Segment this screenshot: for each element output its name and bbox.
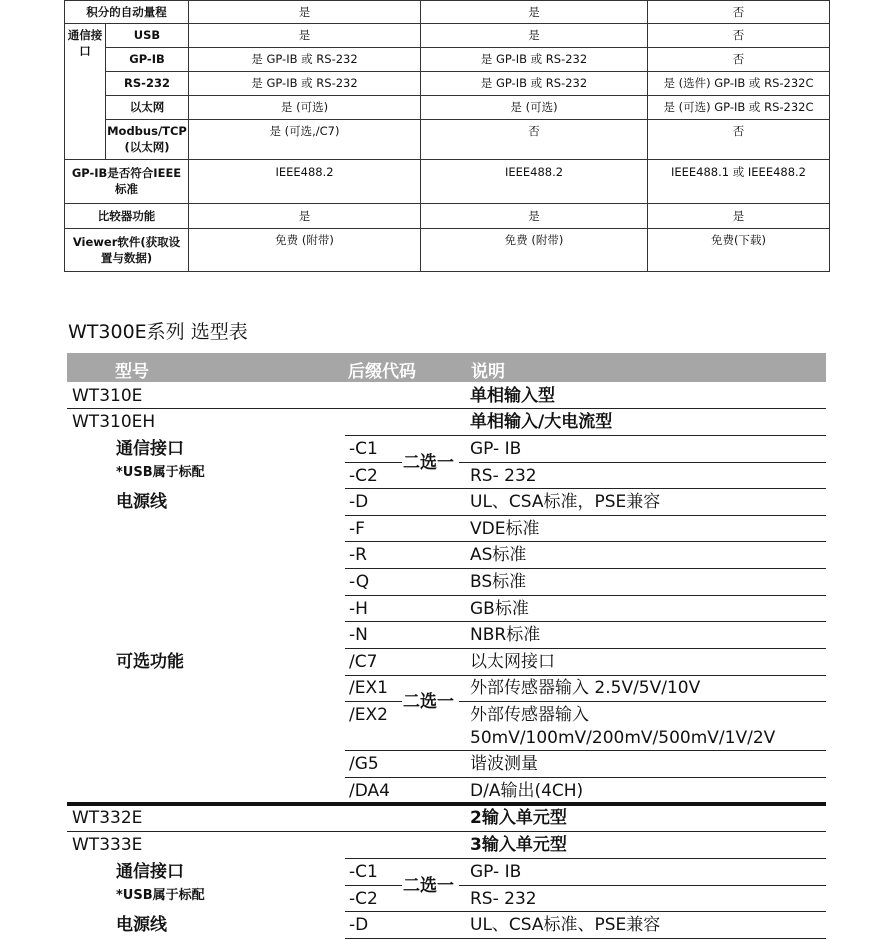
spec-cell: 是 <box>528 28 540 42</box>
desc-wt310e: 单相输入型 <box>470 386 555 406</box>
spec-cell: 免费 (附带) <box>504 233 564 247</box>
spec-cell: 是 (可选,/C7) <box>269 124 340 138</box>
header-model: 型号 <box>115 362 149 382</box>
power-label: 电源线 <box>116 492 167 512</box>
spec-cell: 是 GP-IB 或 RS-232 <box>480 76 588 90</box>
spec-cell: 是 <box>298 208 311 223</box>
spec-cell: 否 <box>732 4 745 19</box>
desc-wt310eh: 单相输入/大电流型 <box>470 412 613 432</box>
desc-c7: 以太网接口 <box>470 652 555 672</box>
options-label: 可选功能 <box>116 652 184 672</box>
power2-label: 电源线 <box>116 915 167 935</box>
spec-label-viewer: Viewer软件(获取设 置与数据) <box>72 234 181 265</box>
guide-header <box>67 353 826 382</box>
desc-ex1: 外部传感器输入 2.5V/5V/10V <box>470 678 701 698</box>
desc-g5: 谐波测量 <box>470 754 538 774</box>
code-ex1: /EX1 <box>349 678 388 698</box>
code-n: -N <box>349 625 368 645</box>
spec-cell: 是 <box>732 208 745 223</box>
spec-cell: 是 <box>298 4 311 19</box>
spec-cell: 是 <box>528 4 540 19</box>
spec-cell: IEEE488.1 或 IEEE488.2 <box>670 165 807 179</box>
desc-r: AS标准 <box>470 545 527 565</box>
header-desc: 说明 <box>471 362 505 382</box>
spec-label-usb: USB <box>133 28 161 42</box>
desc-q: BS标准 <box>470 572 527 592</box>
comm-note: *USB属于标配 <box>116 465 205 480</box>
code-ex2: /EX2 <box>349 705 388 725</box>
desc-f: VDE标准 <box>470 519 540 539</box>
desc-ex2: 外部传感器输入 <box>470 705 589 725</box>
spec-cell: 是 (可选) <box>510 100 558 114</box>
code-c1-2: -C1 <box>349 862 378 882</box>
desc-wt333e: 3输入单元型 <box>470 835 567 855</box>
code-c2: -C2 <box>349 466 378 486</box>
spec-cell: IEEE488.2 <box>275 165 334 179</box>
desc-c2-2: RS- 232 <box>470 889 537 909</box>
comm-label: 通信接口 <box>116 439 184 459</box>
spec-cell: 否 <box>732 28 745 42</box>
desc-ex2-line2: 50mV/100mV/200mV/500mV/1V/2V <box>470 728 776 748</box>
code-d-2: -D <box>349 915 369 935</box>
spec-cell: 否 <box>732 52 745 66</box>
spec-cell: 是 GP-IB 或 RS-232 <box>480 52 588 66</box>
code-c1: -C1 <box>349 439 378 459</box>
code-g5: /G5 <box>349 754 379 774</box>
code-c7: /C7 <box>349 652 378 672</box>
code-h: -H <box>349 599 368 619</box>
spec-cell: IEEE488.2 <box>504 165 564 179</box>
spec-table <box>64 0 830 272</box>
desc-h: GB标准 <box>470 599 529 619</box>
spec-label-gpib: GP-IB <box>129 52 165 66</box>
spec-cell: 是 (选件) GP-IB 或 RS-232C <box>663 76 814 90</box>
desc-da4: D/A输出(4CH) <box>470 781 584 801</box>
desc-c1: GP- IB <box>470 439 522 459</box>
spec-label-modbus: Modbus/TCP (以太网) <box>107 124 187 154</box>
code-d: -D <box>349 492 369 512</box>
comm2-note: *USB属于标配 <box>116 888 205 903</box>
code-q: -Q <box>349 572 370 592</box>
code-r: -R <box>349 545 367 565</box>
choose-comm2: 二选一 <box>403 876 454 896</box>
spec-label-rs232: RS-232 <box>124 76 170 90</box>
guide-title: WT300E系列 选型表 <box>68 321 248 343</box>
spec-cell: 是 <box>298 28 311 42</box>
spec-cell: 是 GP-IB 或 RS-232 <box>251 76 358 90</box>
model-wt310eh: WT310EH <box>72 412 156 432</box>
spec-group-comm: 通信接口 <box>67 28 103 58</box>
choose-comm: 二选一 <box>403 453 454 473</box>
model-wt332e: WT332E <box>72 808 143 828</box>
model-wt310e: WT310E <box>72 386 143 406</box>
code-c2-2: -C2 <box>349 889 378 909</box>
desc-n: NBR标准 <box>470 625 541 645</box>
desc-d: UL、CSA标准，PSE兼容 <box>470 492 661 512</box>
spec-cell: 否 <box>528 124 540 138</box>
spec-cell: 免费 (附带) <box>275 233 334 247</box>
comm2-label: 通信接口 <box>116 862 184 882</box>
spec-cell: 是 (可选) GP-IB 或 RS-232C <box>663 100 814 114</box>
code-f: -F <box>349 519 365 539</box>
desc-d-2: UL、CSA标准、PSE兼容 <box>470 915 661 935</box>
spec-label-ethernet: 以太网 <box>129 100 165 114</box>
spec-cell: 是 (可选) <box>280 100 329 114</box>
desc-wt332e: 2输入单元型 <box>470 808 567 828</box>
spec-cell: 是 GP-IB 或 RS-232 <box>251 52 358 66</box>
spec-cell: 是 <box>528 208 540 223</box>
desc-c2: RS- 232 <box>470 466 537 486</box>
header-suffix: 后缀代码 <box>348 362 416 382</box>
desc-c1-2: GP- IB <box>470 862 522 882</box>
spec-label-ieee: GP-IB是否符合IEEE 标准 <box>71 166 182 196</box>
spec-cell: 免费(下载) <box>711 233 766 247</box>
spec-cell: 否 <box>732 124 745 138</box>
choose-options: 二选一 <box>403 692 454 712</box>
spec-label-comparator: 比较器功能 <box>97 208 156 223</box>
model-wt333e: WT333E <box>72 835 143 855</box>
code-da4: /DA4 <box>349 781 390 801</box>
spec-label-auto-range: 积分的自动量程 <box>86 4 167 19</box>
